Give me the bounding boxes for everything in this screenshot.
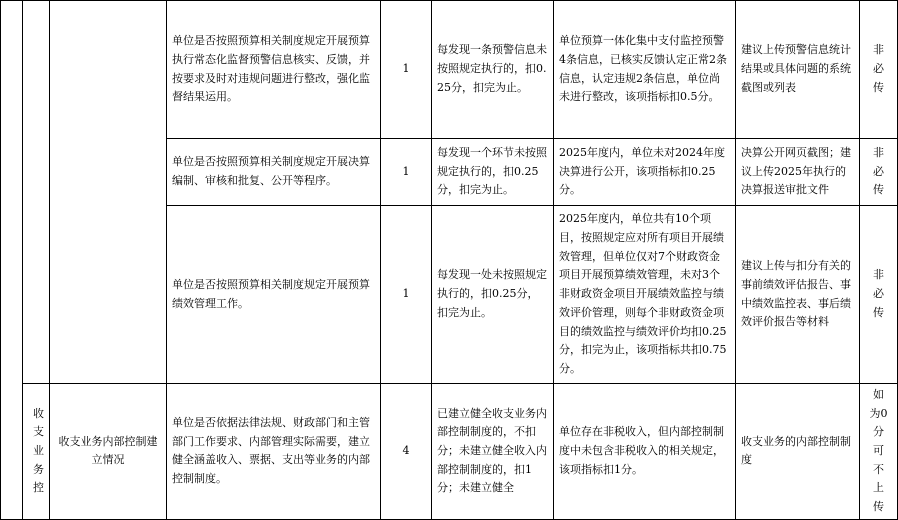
score-cell: 1 xyxy=(381,139,432,206)
finding-cell: 2025年度内，单位未对2024年度决算进行公开，该项指标扣0.25分。 xyxy=(554,139,736,206)
first-column-cell xyxy=(1,1,23,520)
evidence-cell: 收支业务的内部控制制度 xyxy=(736,384,860,520)
item-cell-empty xyxy=(50,1,167,384)
score-cell: 1 xyxy=(381,206,432,384)
category-cell: 收支业务控 xyxy=(23,384,50,520)
table-row xyxy=(1,384,898,520)
score-cell: 4 xyxy=(381,384,432,520)
deduction-rule-cell: 已建立健全收支业务内部控制制度的，不扣分；未建立健全收入内部控制制度的，扣1分；未建立健全 xyxy=(432,384,554,520)
upload-requirement-cell: 非必传 xyxy=(860,1,898,139)
criterion-cell: 单位是否按照预算相关制度规定开展决算编制、审核和批复、公开等程序。 xyxy=(167,139,381,206)
finding-cell: 单位存在非税收入，但内部控制制度中未包含非税收入的相关规定，该项指标扣1分。 xyxy=(554,384,736,520)
category-cell-empty xyxy=(23,1,50,384)
finding-cell: 2025年度内，单位共有10个项目，按照规定应对所有项目开展绩效管理，但单位仅对7个财政资金项目开展预算绩效管理，未对3个非财政资金项目开展绩效监控与绩效评价管理，则每个非财政资金项目的绩效监控与绩效评价均扣0.25分，扣完为止，该项指标共扣0.75分。 xyxy=(554,206,736,384)
evidence-cell: 决算公开网页截图；建议上传2025年执行的决算报送审批文件 xyxy=(736,139,860,206)
criterion-cell: 单位是否依据法律法规、财政部门和主管部门工作要求、内部管理实际需要，建立健全涵盖收入、票据、支出等业务的内部控制制度。 xyxy=(167,384,381,520)
score-cell: 1 xyxy=(381,1,432,139)
deduction-rule-cell: 每发现一条预警信息未按照规定执行的，扣0.25分，扣完为止。 xyxy=(432,1,554,139)
evidence-cell: 建议上传预警信息统计结果或具体问题的系统截图或列表 xyxy=(736,1,860,139)
deduction-rule-cell: 每发现一处未按照规定执行的，扣0.25分，扣完为止。 xyxy=(432,206,554,384)
table-row xyxy=(1,1,898,139)
item-cell: 收支业务内部控制建立情况 xyxy=(50,384,167,520)
upload-requirement-cell: 非必传 xyxy=(860,206,898,384)
criterion-cell: 单位是否按照预算相关制度规定开展预算绩效管理工作。 xyxy=(167,206,381,384)
upload-requirement-cell: 如为0分可不上传 xyxy=(860,384,898,520)
upload-requirement-cell: 非必传 xyxy=(860,139,898,206)
evidence-cell: 建议上传与扣分有关的事前绩效评估报告、事中绩效监控表、事后绩效评价报告等材料 xyxy=(736,206,860,384)
deduction-rule-cell: 每发现一个环节未按照规定执行的，扣0.25分，扣完为止。 xyxy=(432,139,554,206)
finding-cell: 单位预算一体化集中支付监控预警4条信息，已核实反馈认定正常2条信息，认定违规2条信息，单位尚未进行整改，该项指标扣0.5分。 xyxy=(554,1,736,139)
criterion-cell: 单位是否按照预算相关制度规定开展预算执行常态化监督预警信息核实、反馈，并按要求及时对违规问题进行整改，强化监督结果运用。 xyxy=(167,1,381,139)
